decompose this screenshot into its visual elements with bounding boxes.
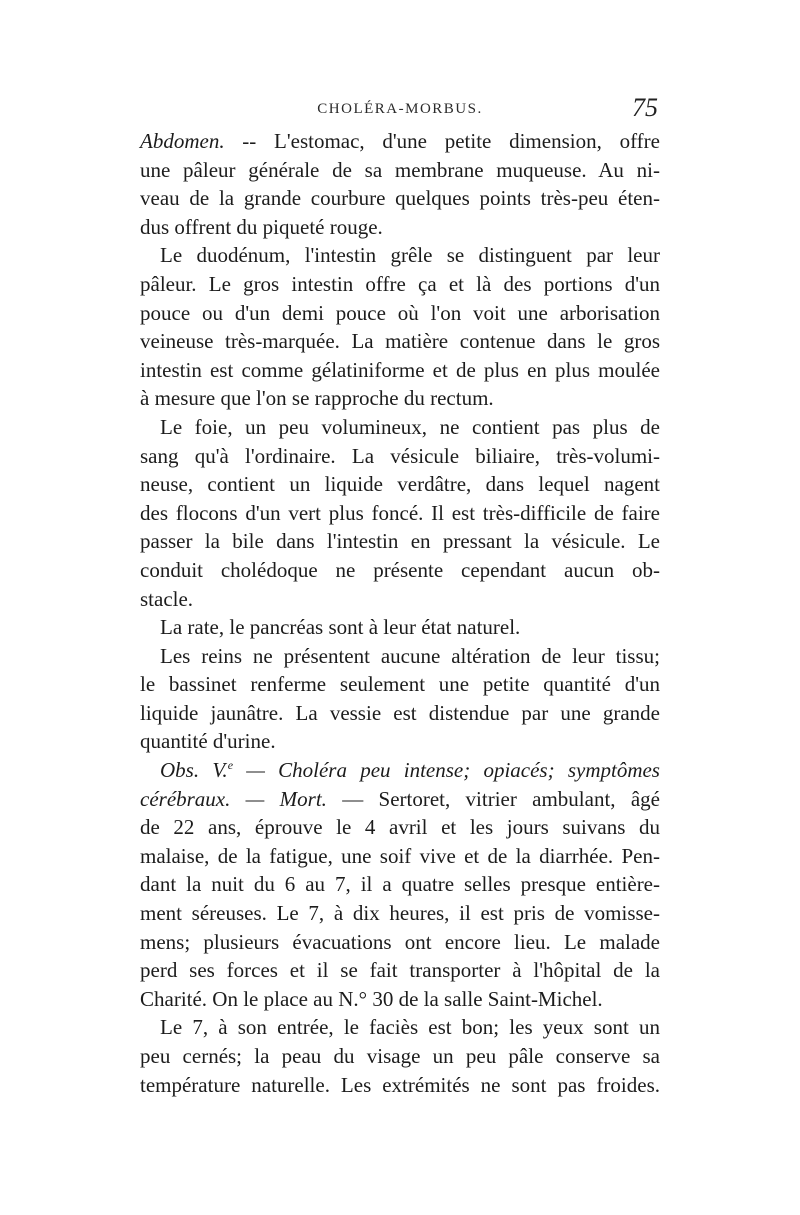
text-span: passer la bile dans l'intestin en pressant la vésicule. Le <box>140 529 660 554</box>
text-span: intestin est comme gélatiniforme et de plus en plus moulée <box>140 357 660 382</box>
text-span: Le duodénum, l'intestin grêle se distinguent par leur <box>160 243 660 268</box>
text-span: malaise, de la fatigue, une soif vive et de la diarrhée. Pen- <box>140 843 660 868</box>
body-text <box>140 127 660 1099</box>
text-span: stacle. <box>140 586 194 611</box>
text-span: -- L'estomac, d'une petite dimension, offre <box>224 129 660 153</box>
text-span: pouce ou d'un demi pouce où l'on voit une arborisation <box>140 300 660 325</box>
text-span: température naturelle. Les extrémités ne sont pas froides. <box>140 1072 660 1097</box>
text-line <box>140 585 660 614</box>
text-line <box>140 842 660 871</box>
text-line <box>140 1013 660 1042</box>
text-span: Le foie, un peu volumineux, ne contient pas plus de <box>160 414 660 439</box>
text-span: des flocons d'un vert plus foncé. Il est très-difficile de faire <box>140 500 660 525</box>
text-line <box>140 613 660 642</box>
text-line <box>140 499 660 528</box>
text-span: cérébraux. — Mort. <box>140 786 327 811</box>
text-span: le bassinet renferme seulement une petite quantité d'un <box>140 672 660 697</box>
text-line <box>140 327 660 356</box>
text-line <box>140 785 660 814</box>
text-span: conduit cholédoque ne présente cependant aucun ob- <box>140 557 660 582</box>
text-line <box>140 527 660 556</box>
text-line <box>140 727 660 756</box>
text-line <box>140 270 660 299</box>
text-span: à mesure que l'on se rapproche du rectum. <box>140 386 494 411</box>
text-span: mens; plusieurs évacuations ont encore lieu. Le malade <box>140 929 660 954</box>
text-span: une pâleur générale de sa membrane muqueuse. Au ni- <box>140 157 660 182</box>
text-span: Les reins ne présentent aucune altération de leur tissu; <box>160 643 660 668</box>
text-line <box>140 813 660 842</box>
text-line <box>140 699 660 728</box>
text-line <box>140 442 660 471</box>
text-span: liquide jaunâtre. La vessie est distendue par une grande <box>140 700 660 725</box>
text-line <box>140 756 660 785</box>
text-span: quantité d'urine. <box>140 729 276 754</box>
text-span: Obs. V. <box>160 758 228 783</box>
text-line <box>140 127 660 156</box>
text-line <box>140 241 660 270</box>
text-span: dant la nuit du 6 au 7, il a quatre selles presque entière- <box>140 872 660 897</box>
text-span: — Sertoret, vitrier ambulant, âgé <box>326 786 660 811</box>
text-span: peu cernés; la peau du visage un peu pâle conserve sa <box>140 1044 660 1068</box>
text-line <box>140 470 660 499</box>
running-title: CHOLÉRA-MORBUS. <box>317 101 483 117</box>
page-number: 75 <box>632 93 658 122</box>
text-line <box>140 670 660 699</box>
text-line <box>140 642 660 671</box>
text-span: pâleur. Le gros intestin offre ça et là des portions d'un <box>140 271 660 296</box>
text-span: veau de la grande courbure quelques points très-peu éten- <box>140 186 660 211</box>
text-span: La rate, le pancréas sont à leur état naturel. <box>160 615 521 640</box>
text-span: Abdomen. <box>140 129 225 153</box>
text-span: ment séreuses. Le 7, à dix heures, il est pris de vomisse- <box>140 901 660 926</box>
text-line <box>140 556 660 585</box>
text-span: neuse, contient un liquide verdâtre, dans lequel nagent <box>140 472 660 497</box>
text-span: de 22 ans, éprouve le 4 avril et les jours suivans du <box>140 815 660 840</box>
text-span: e <box>227 758 234 773</box>
text-line <box>140 184 660 213</box>
text-line <box>140 899 660 928</box>
running-head <box>140 93 660 127</box>
text-line <box>140 928 660 957</box>
text-line <box>140 384 660 413</box>
text-line <box>140 299 660 328</box>
text-line <box>140 985 660 1014</box>
text-line <box>140 870 660 899</box>
text-span: Charité. On le place au N.° 30 de la salle Saint-Michel. <box>140 986 603 1011</box>
text-span: Le 7, à son entrée, le faciès est bon; les yeux sont un <box>160 1015 660 1040</box>
text-span: — Choléra peu intense; opiacés; symptômes <box>233 758 660 783</box>
text-line <box>140 1071 660 1100</box>
text-line <box>140 413 660 442</box>
text-span: dus offrent du piqueté rouge. <box>140 214 383 239</box>
text-span: perd ses forces et il se fait transporter à l'hôpital de la <box>140 958 660 983</box>
text-line <box>140 156 660 185</box>
text-line <box>140 213 660 242</box>
text-line <box>140 1042 660 1071</box>
text-span: veineuse très-marquée. La matière contenue dans le gros <box>140 329 660 354</box>
text-line <box>140 956 660 985</box>
text-line <box>140 356 660 385</box>
text-span: sang qu'à l'ordinaire. La vésicule biliaire, très-volumi- <box>140 443 660 468</box>
